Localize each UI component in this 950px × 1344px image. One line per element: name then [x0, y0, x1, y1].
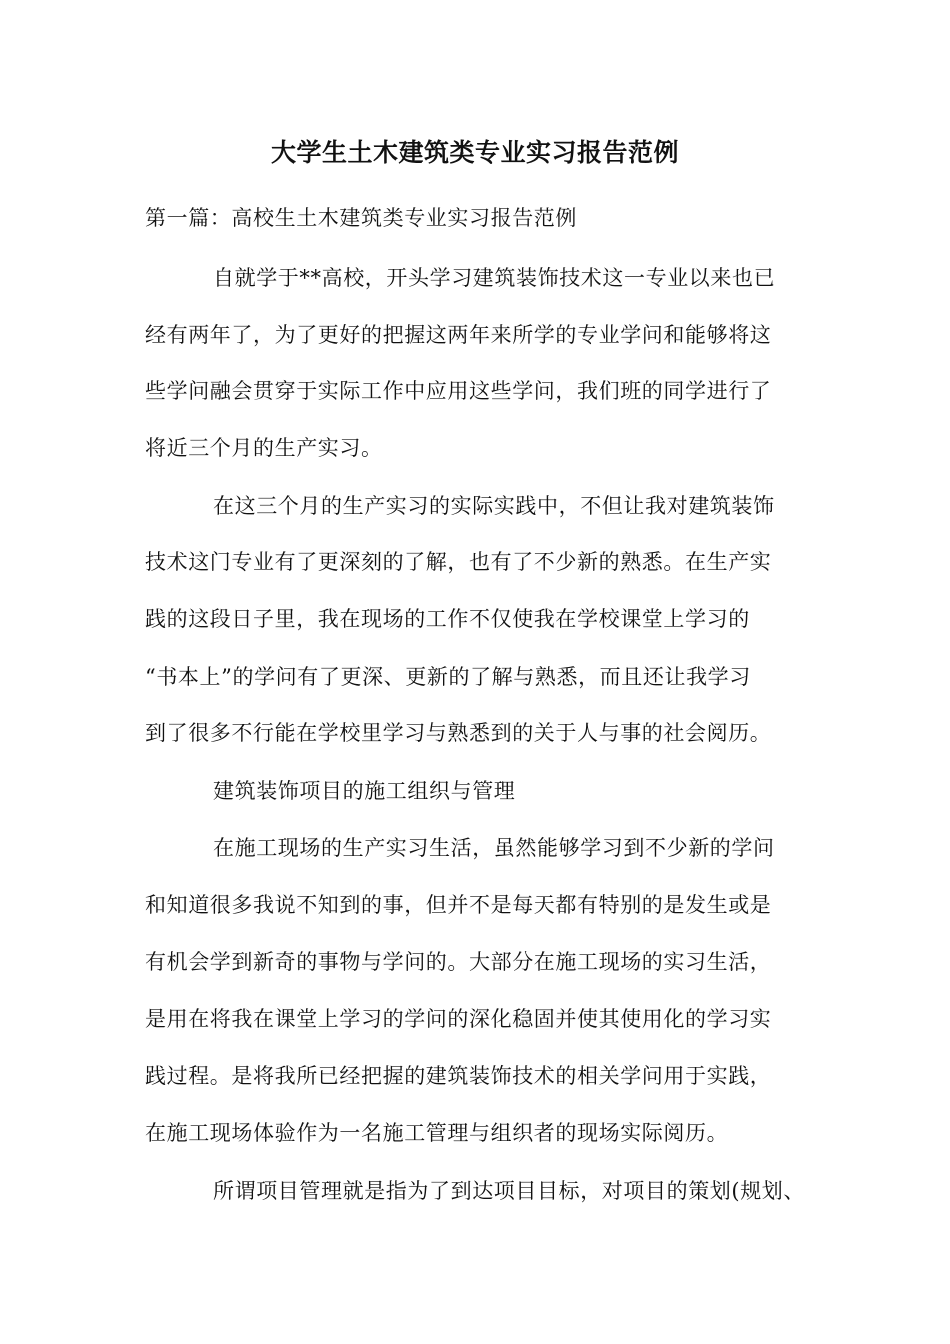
paragraph-3-line-2: 和知道很多我说不知到的事，但并不是每天都有特别的是发生或是	[145, 893, 772, 917]
paragraph-2-line-3: 践的这段日子里，我在现场的工作不仅使我在学校课堂上学习的	[145, 607, 750, 631]
paragraph-2-line-2: 技术这门专业有了更深刻的了解，也有了不少新的熟悉。在生产实	[145, 550, 772, 574]
subheading: 建筑装饰项目的施工组织与管理	[213, 779, 516, 803]
paragraph-4-line-1: 所谓项目管理就是指为了到达项目目标，对项目的策划(规划、	[213, 1179, 805, 1203]
paragraph-3-line-4: 是用在将我在课堂上学习的学问的深化稳固并使其使用化的学习实	[145, 1007, 772, 1031]
paragraph-3-line-5: 践过程。是将我所已经把握的建筑装饰技术的相关学问用于实践，	[145, 1064, 772, 1088]
paragraph-1-line-3: 些学问融会贯穿于实际工作中应用这些学问，我们班的同学进行了	[145, 379, 772, 403]
paragraph-2-line-4: “书本上”的学问有了更深、更新的了解与熟悉，而且还让我学习	[145, 665, 751, 689]
paragraph-1-line-2: 经有两年了，为了更好的把握这两年来所学的专业学问和能够将这	[145, 323, 772, 347]
section-heading: 第一篇：高校生土木建筑类专业实习报告范例	[145, 206, 577, 230]
paragraph-3-line-6: 在施工现场体验作为一名施工管理与组织者的现场实际阅历。	[145, 1121, 729, 1145]
paragraph-1-line-1: 自就学于**高校，开头学习建筑装饰技术这一专业以来也已	[213, 266, 776, 290]
paragraph-3-line-3: 有机会学到新奇的事物与学问的。大部分在施工现场的实习生活，	[145, 950, 772, 974]
paragraph-1-line-4: 将近三个月的生产实习。	[145, 436, 383, 460]
document-title: 大学生土木建筑类专业实习报告范例	[270, 138, 679, 167]
paragraph-3-line-1: 在施工现场的生产实习生活，虽然能够学习到不少新的学问	[213, 836, 775, 860]
paragraph-2-line-5: 到了很多不行能在学校里学习与熟悉到的关于人与事的社会阅历。	[145, 721, 772, 745]
paragraph-2-line-1: 在这三个月的生产实习的实际实践中，不但让我对建筑装饰	[213, 494, 775, 518]
